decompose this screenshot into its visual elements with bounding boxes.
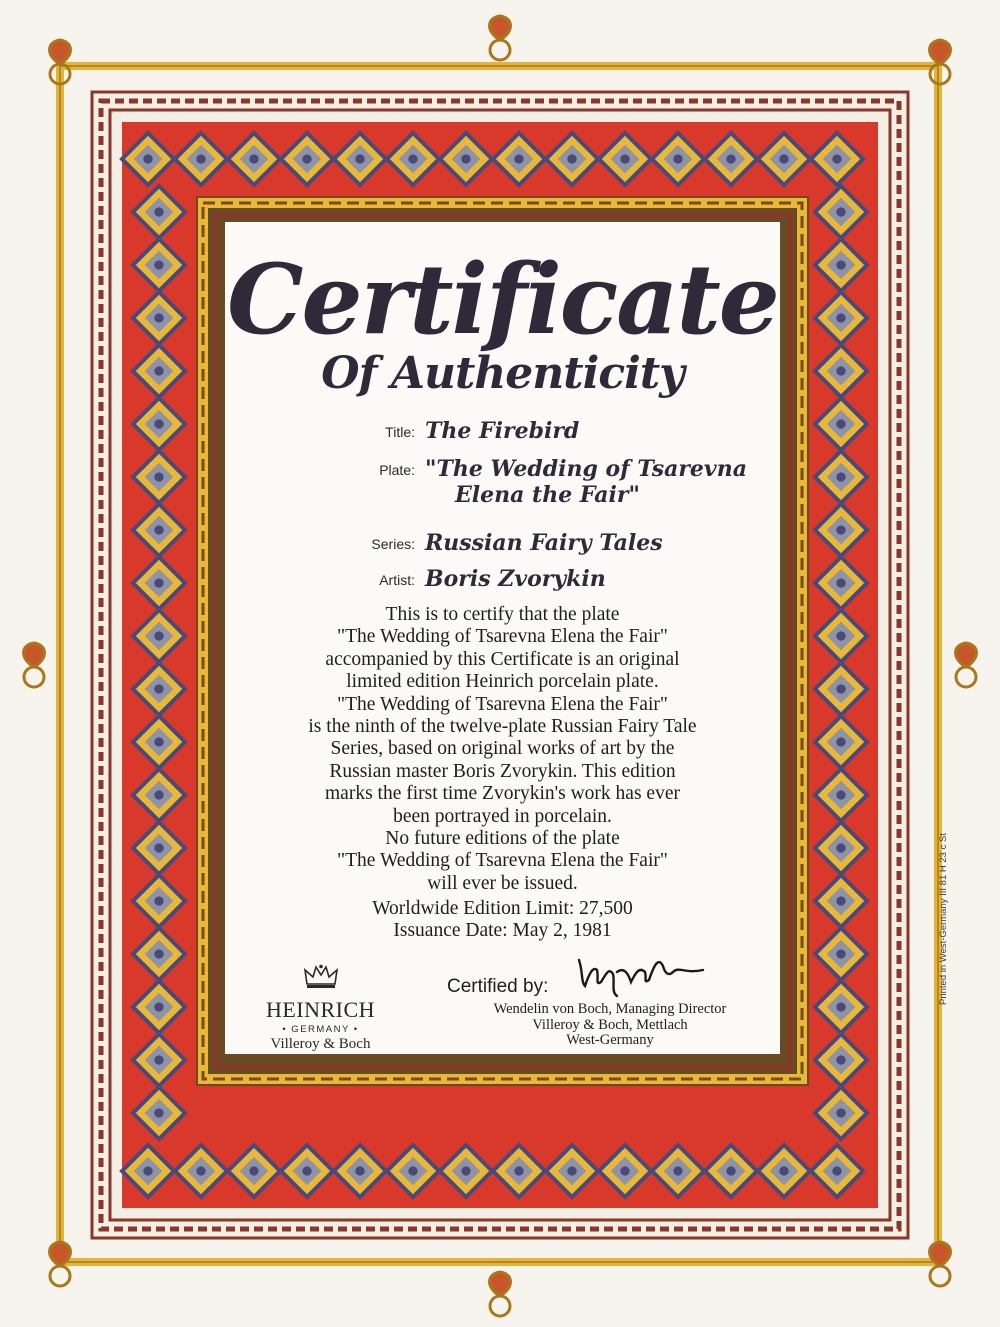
certificate-panel: [225, 222, 780, 1054]
statement-line: will ever be issued.: [427, 872, 578, 894]
signature: [573, 952, 708, 1000]
field-series-value: Russian Fairy Tales: [425, 530, 663, 556]
statement-line: "The Wedding of Tsarevna Elena the Fair": [337, 850, 668, 872]
logo-brand: HEINRICH: [265, 997, 376, 1022]
crown-icon: [304, 964, 338, 990]
statement-line: marks the first time Zvorykin's work has ever: [325, 783, 680, 805]
field-series-label: Series:: [371, 536, 415, 552]
flourish-ornament: [490, 1272, 511, 1316]
statement-line: is the ninth of the twelve-plate Russian Fairy Tale: [308, 716, 697, 738]
certified-by-label: Certified by:: [447, 976, 549, 997]
signer-line: Villeroy & Boch, Mettlach: [532, 1016, 688, 1033]
statement-line: Series, based on original works of art by the: [330, 738, 675, 760]
edition-limit: Worldwide Edition Limit: 27,500: [372, 898, 633, 919]
statement-line: Russian master Boris Zvorykin. This edition: [329, 760, 676, 782]
certification-statement: [255, 604, 750, 895]
field-plate-label: Plate:: [379, 462, 415, 478]
statement-line: been portrayed in porcelain.: [393, 805, 612, 827]
statement-line: "The Wedding of Tsarevna Elena the Fair": [337, 626, 668, 648]
statement-line: accompanied by this Certificate is an original: [325, 648, 680, 670]
statement-line: "The Wedding of Tsarevna Elena the Fair": [337, 693, 668, 715]
field-artist-value: Boris Zvorykin: [425, 566, 606, 592]
certificate-subheading: Of Authenticity: [321, 348, 684, 399]
flourish-ornament: [490, 16, 511, 60]
issuance-date: Issuance Date: May 2, 1981: [393, 920, 612, 941]
logo-maker: Villeroy & Boch: [270, 1036, 371, 1052]
logo-country: • GERMANY •: [282, 1024, 359, 1035]
edition-info: [255, 898, 750, 942]
field-artist-label: Artist:: [379, 572, 415, 588]
flourish-ornament: [24, 643, 45, 687]
certificate-heading: Certificate: [227, 243, 778, 356]
field-plate-value-line2: Elena the Fair": [455, 482, 640, 508]
statement-line: No future editions of the plate: [385, 828, 620, 850]
statement-line: limited edition Heinrich porcelain plate.: [346, 671, 659, 693]
signer-details: [440, 1002, 780, 1049]
field-title-value: The Firebird: [425, 418, 580, 444]
flourish-ornament: [956, 643, 977, 687]
signer-line: Wendelin von Boch, Managing Director: [493, 1001, 727, 1017]
field-plate-value: "The Wedding of Tsarevna: [425, 456, 747, 482]
signer-line: West-Germany: [566, 1032, 654, 1048]
heinrich-logo: [253, 964, 388, 1053]
field-title-label: Title:: [385, 424, 415, 440]
statement-line: This is to certify that the plate: [385, 604, 620, 625]
printer-imprint: Printed in West-Germany III 81 H 23 c St: [938, 833, 949, 1005]
